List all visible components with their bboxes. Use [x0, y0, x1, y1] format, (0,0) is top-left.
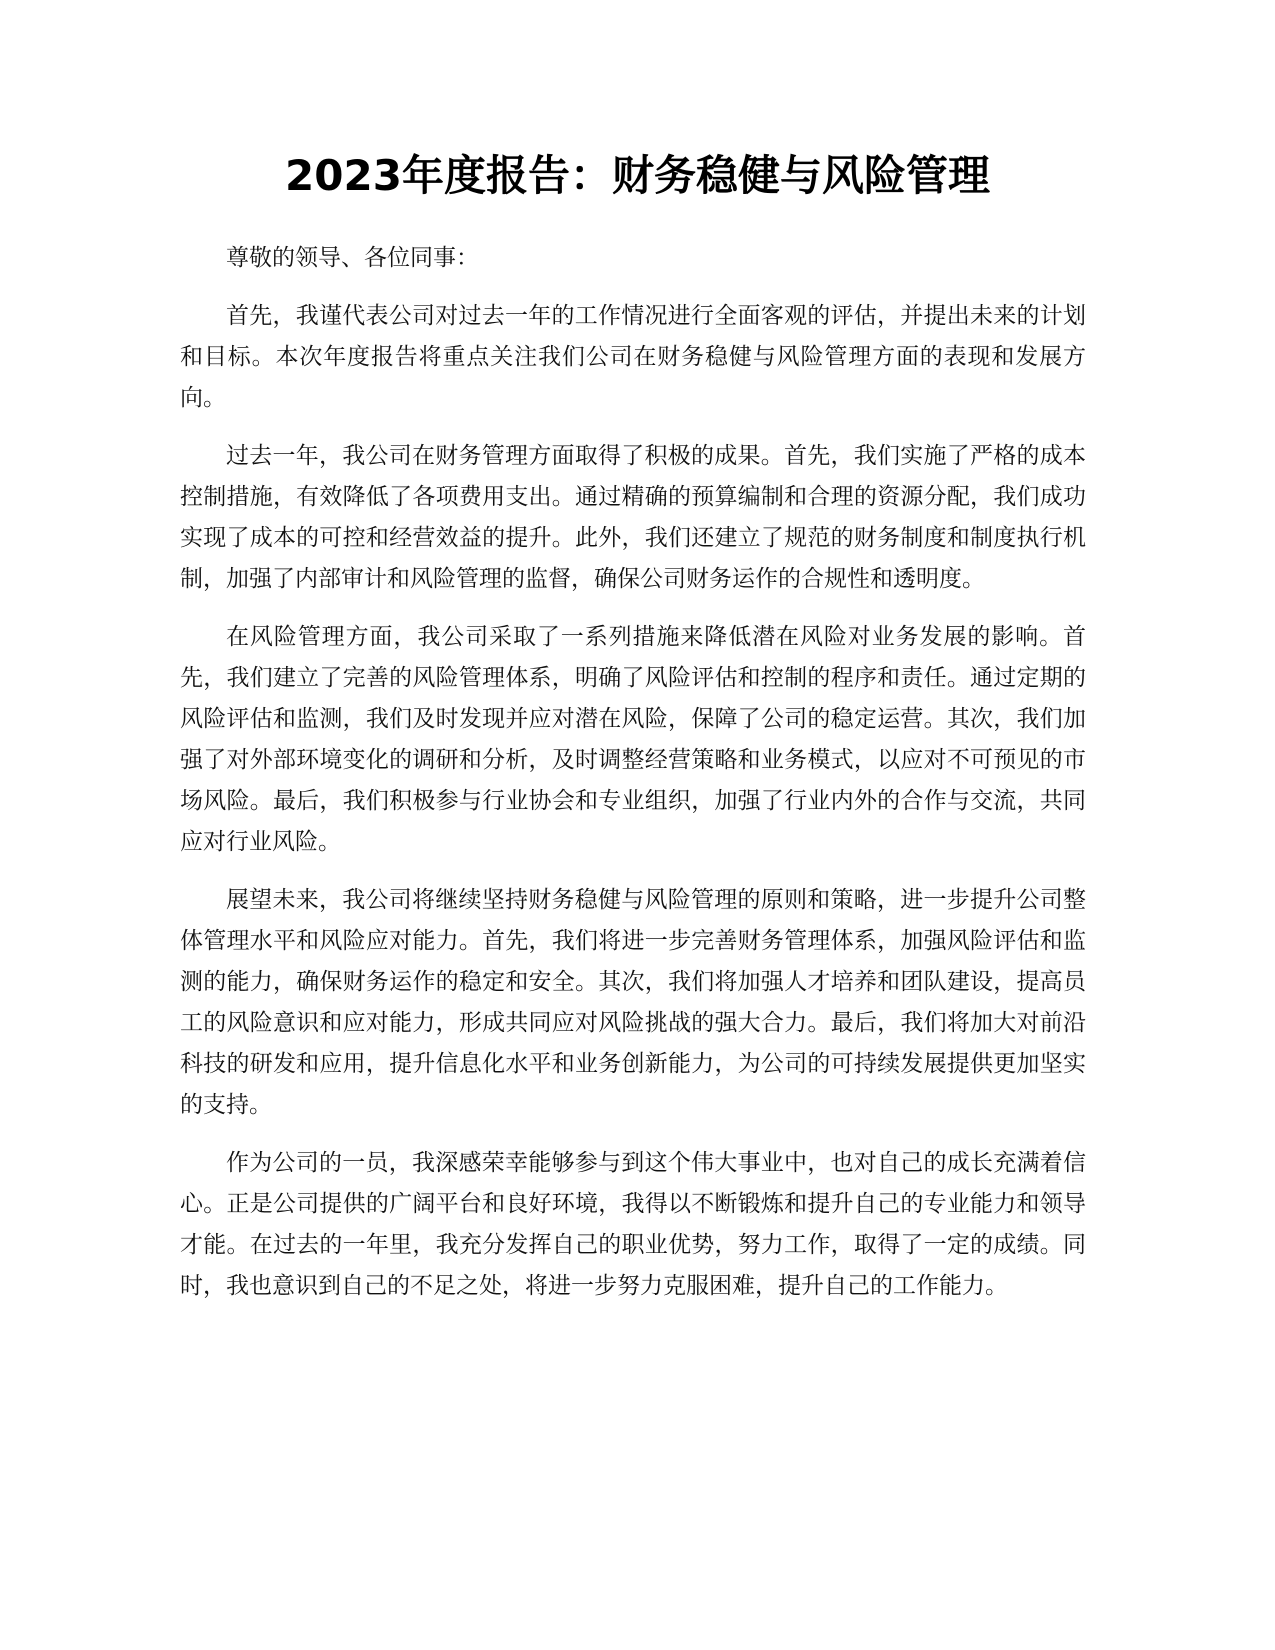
paragraph-personal-reflection: 作为公司的一员，我深感荣幸能够参与到这个伟大事业中，也对自己的成长充满着信心。正是公司提供的广阔平台和良好环境，我得以不断锻炼和提升自己的专业能力和领导才能。在过去的一年里，我充分发挥自己的职业优势，努力工作，取得了一定的成绩。同时，我也意识到自己的不足之处，将进一步努力克服困难，提升自己的工作能力。	[180, 1150, 1086, 1299]
document-title: 2023年度报告：财务稳健与风险管理	[285, 151, 990, 200]
salutation: 尊敬的领导、各位同事：	[226, 245, 479, 271]
paragraph-intro: 首先，我谨代表公司对过去一年的工作情况进行全面客观的评估，并提出未来的计划和目标。本次年度报告将重点关注我们公司在财务稳健与风险管理方面的表现和发展方向。	[180, 303, 1086, 411]
document-body	[180, 238, 1086, 1324]
paragraph-outlook: 展望未来，我公司将继续坚持财务稳健与风险管理的原则和策略，进一步提升公司整体管理水平和风险应对能力。首先，我们将进一步完善财务管理体系，加强风险评估和监测的能力，确保财务运作的稳定和安全。其次，我们将加强人才培养和团队建设，提高员工的风险意识和应对能力，形成共同应对风险挑战的强大合力。最后，我们将加大对前沿科技的研发和应用，提升信息化水平和业务创新能力，为公司的可持续发展提供更加坚实的支持。	[180, 887, 1086, 1118]
paragraph-risk-management: 在风险管理方面，我公司采取了一系列措施来降低潜在风险对业务发展的影响。首先，我们建立了完善的风险管理体系，明确了风险评估和控制的程序和责任。通过定期的风险评估和监测，我们及时发现并应对潜在风险，保障了公司的稳定运营。其次，我们加强了对外部环境变化的调研和分析，及时调整经营策略和业务模式，以应对不可预见的市场风险。最后，我们积极参与行业协会和专业组织，加强了行业内外的合作与交流，共同应对行业风险。	[180, 624, 1086, 855]
paragraph-financial-management: 过去一年，我公司在财务管理方面取得了积极的成果。首先，我们实施了严格的成本控制措施，有效降低了各项费用支出。通过精确的预算编制和合理的资源分配，我们成功实现了成本的可控和经营效益的提升。此外，我们还建立了规范的财务制度和制度执行机制，加强了内部审计和风险管理的监督，确保公司财务运作的合规性和透明度。	[180, 443, 1086, 592]
